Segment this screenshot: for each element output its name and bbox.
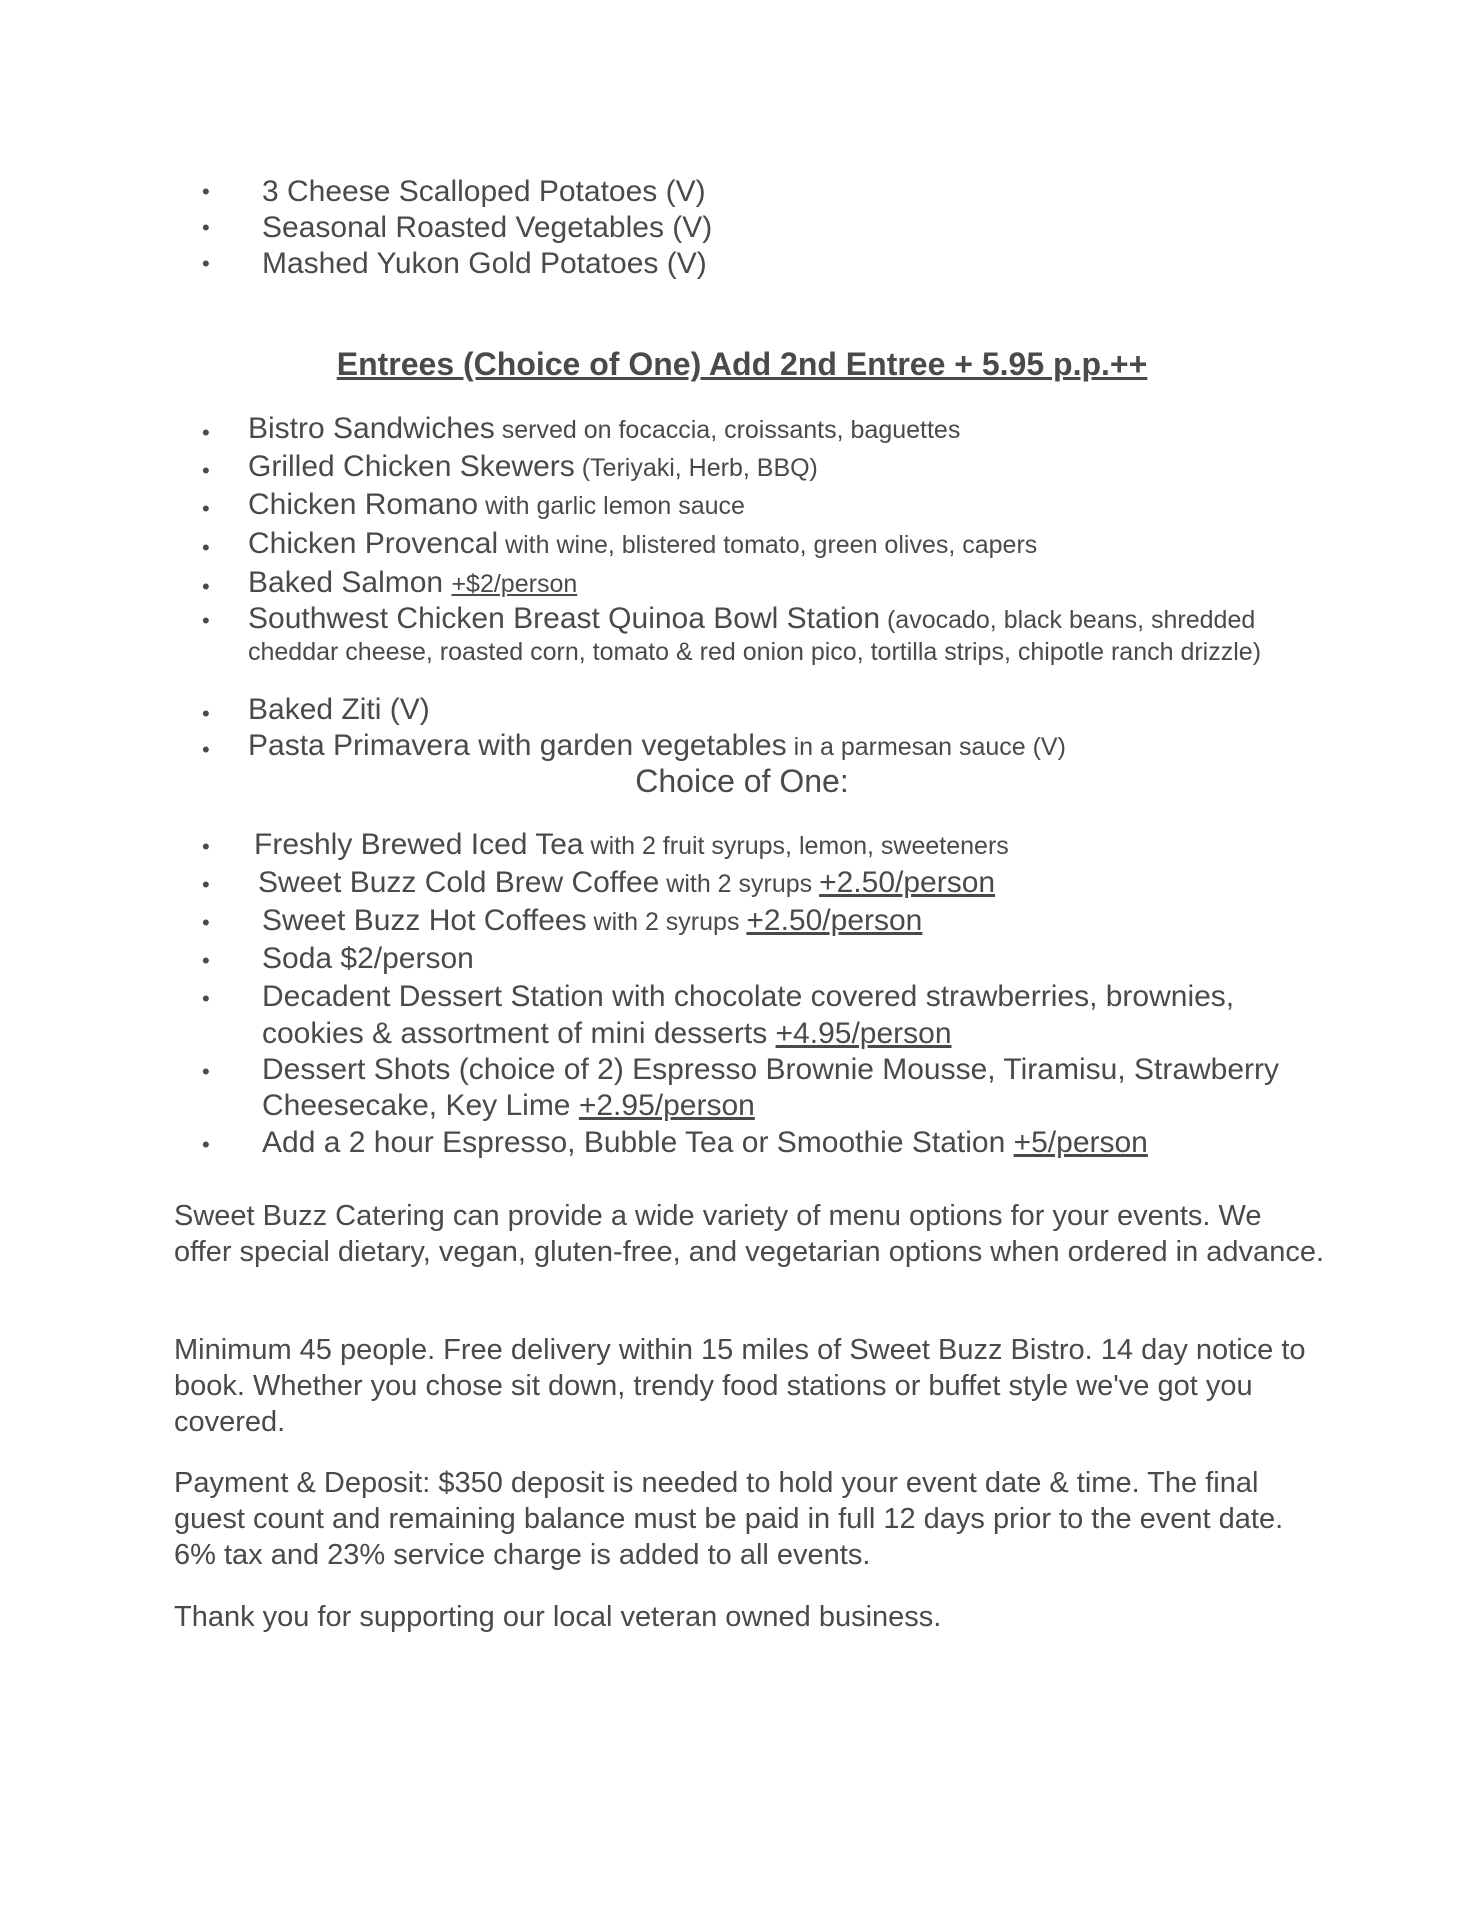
entrees-list bbox=[202, 410, 1312, 764]
list-item bbox=[202, 864, 1312, 902]
choice-name: Decadent Dessert Station with chocolate covered strawberries, brownies, cookies & assortment of mini desserts bbox=[262, 980, 1235, 1050]
entree-name: Baked Ziti (V) bbox=[248, 693, 430, 726]
entree-name: Southwest Chicken Breast Quinoa Bowl Station bbox=[248, 602, 881, 635]
choice-description: with 2 fruit syrups, lemon, sweeteners bbox=[583, 832, 1009, 860]
side-label: Seasonal Roasted Vegetables (V) bbox=[262, 211, 713, 244]
list-item bbox=[202, 826, 1312, 864]
choice-price: +2.50/person bbox=[819, 866, 996, 899]
bullet-icon: • bbox=[202, 737, 210, 762]
list-item bbox=[202, 564, 1312, 602]
choice-price: +5/person bbox=[1013, 1126, 1148, 1159]
entree-description: (Teriyaki, Herb, BBQ) bbox=[574, 454, 818, 482]
entree-description: with garlic lemon sauce bbox=[478, 492, 745, 520]
bullet-icon: • bbox=[202, 834, 210, 859]
choice-name: Freshly Brewed Iced Tea bbox=[254, 828, 584, 861]
choice-heading: Choice of One: bbox=[635, 763, 849, 799]
entrees-heading: Entrees (Choice of One) Add 2nd Entree + 5.95 p.p.++ bbox=[336, 346, 1148, 382]
entree-description: served on focaccia, croissants, baguettes bbox=[494, 416, 961, 444]
list-item bbox=[202, 940, 1312, 978]
intro-paragraph: Sweet Buzz Catering can provide a wide variety of menu options for your events. We offer special dietary, vegan, gluten-free, and vegetarian options when ordered in advance. bbox=[174, 1200, 1325, 1268]
minimum-paragraph: Minimum 45 people. Free delivery within 15 miles of Sweet Buzz Bistro. 14 day notice to book. Whether you chose sit down, trendy food stations or buffet style we've got you covered. bbox=[174, 1334, 1306, 1438]
entree-description: (avocado, black beans, shredded cheddar cheese, roasted corn, tomato & red onion pico, tortilla strips, chipotle ranch drizzle) bbox=[248, 606, 1262, 666]
entree-name: Chicken Provencal bbox=[248, 527, 499, 560]
list-item bbox=[202, 902, 1312, 940]
choice-name: Sweet Buzz Hot Coffees bbox=[262, 904, 587, 937]
list-item bbox=[202, 978, 1312, 1052]
choice-list bbox=[202, 826, 1312, 1162]
bullet-icon: • bbox=[202, 420, 210, 445]
entree-description: with wine, blistered tomato, green olives, capers bbox=[498, 531, 1038, 559]
choice-description: with 2 syrups bbox=[586, 908, 747, 936]
list-item bbox=[202, 1124, 1312, 1162]
list-item bbox=[202, 1052, 1312, 1124]
list-item bbox=[202, 246, 1102, 282]
entree-name: Grilled Chicken Skewers bbox=[248, 450, 575, 483]
bullet-icon: • bbox=[202, 215, 210, 240]
choice-price: +2.50/person bbox=[746, 904, 923, 937]
side-label: 3 Cheese Scalloped Potatoes (V) bbox=[262, 175, 706, 208]
choice-price: +2.95/person bbox=[578, 1089, 755, 1122]
bullet-icon: • bbox=[202, 535, 210, 560]
payment-paragraph: Payment & Deposit: $350 deposit is needed to hold your event date & time. The final guest count and remaining balance must be paid in full 12 days prior to the event date. 6% tax and 23% service charge is added to all events. bbox=[174, 1467, 1284, 1571]
entree-name: Bistro Sandwiches bbox=[248, 412, 495, 445]
list-item bbox=[202, 602, 1312, 692]
choice-description: with 2 syrups bbox=[659, 870, 820, 898]
bullet-icon: • bbox=[202, 608, 210, 633]
list-item bbox=[202, 174, 1102, 210]
choice-name: Add a 2 hour Espresso, Bubble Tea or Smoothie Station bbox=[262, 1126, 1014, 1159]
bullet-icon: • bbox=[202, 458, 210, 483]
entree-name: Chicken Romano bbox=[248, 488, 479, 521]
thank-you-paragraph: Thank you for supporting our local veteran owned business. bbox=[174, 1601, 942, 1633]
bullet-icon: • bbox=[202, 496, 210, 521]
bullet-icon: • bbox=[202, 872, 210, 897]
choice-price: +4.95/person bbox=[775, 1017, 952, 1050]
list-item bbox=[202, 410, 1312, 448]
list-item bbox=[202, 448, 1312, 486]
bullet-icon: • bbox=[202, 251, 210, 276]
entree-price: +$2/person bbox=[451, 570, 578, 598]
bullet-icon: • bbox=[202, 1059, 210, 1084]
bullet-icon: • bbox=[202, 179, 210, 204]
bullet-icon: • bbox=[202, 701, 210, 726]
sides-list bbox=[202, 174, 1102, 282]
bullet-icon: • bbox=[202, 1132, 210, 1157]
bullet-icon: • bbox=[202, 574, 210, 599]
list-item bbox=[202, 728, 1312, 764]
entree-name: Baked Salmon bbox=[248, 566, 452, 599]
bullet-icon: • bbox=[202, 948, 210, 973]
list-item bbox=[202, 524, 1312, 564]
bullet-icon: • bbox=[202, 986, 210, 1011]
choice-name: Sweet Buzz Cold Brew Coffee bbox=[258, 866, 660, 899]
side-label: Mashed Yukon Gold Potatoes (V) bbox=[262, 247, 707, 280]
choice-name: Dessert Shots (choice of 2) Espresso Brownie Mousse, Tiramisu, Strawberry Cheesecake, Key Lime bbox=[262, 1053, 1280, 1122]
bullet-icon: • bbox=[202, 910, 210, 935]
entree-name: Pasta Primavera with garden vegetables bbox=[248, 729, 787, 762]
list-item bbox=[202, 486, 1312, 524]
choice-name: Soda $2/person bbox=[262, 942, 474, 975]
list-item bbox=[202, 210, 1102, 246]
entree-description: in a parmesan sauce (V) bbox=[786, 733, 1066, 761]
list-item bbox=[202, 692, 1312, 728]
